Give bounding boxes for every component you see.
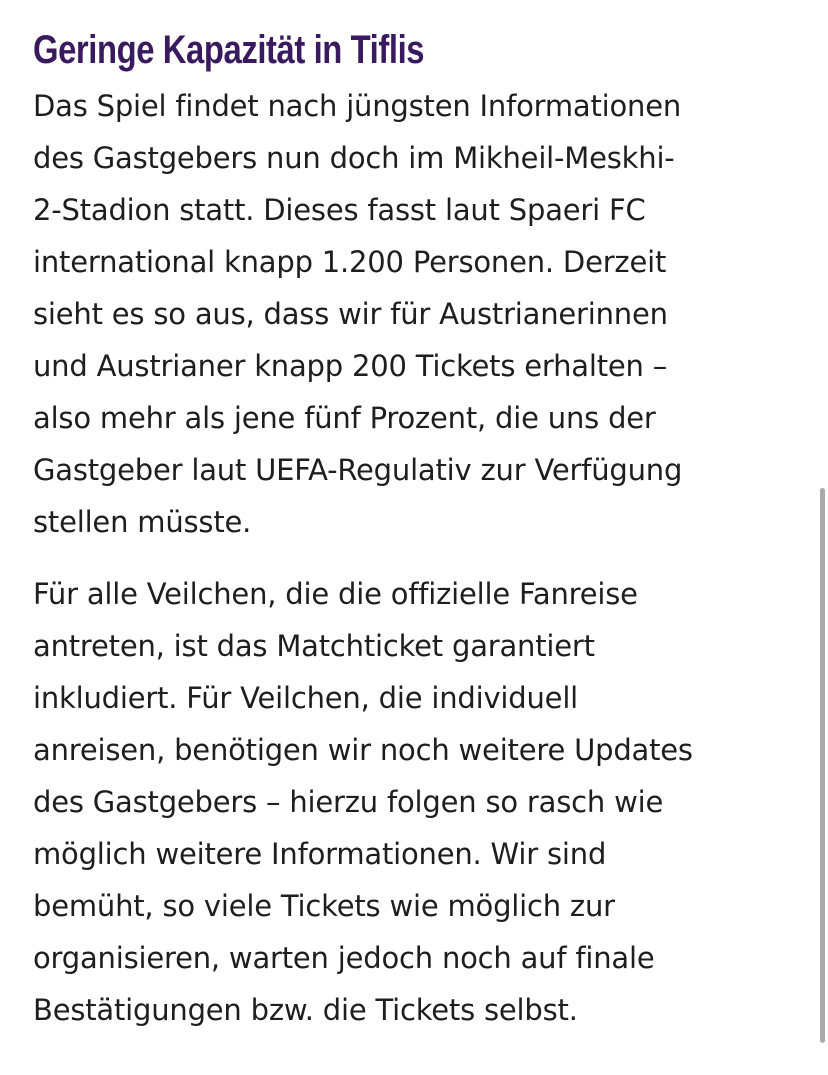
article-paragraph (33, 80, 793, 548)
paragraph-line: Gastgeber laut UEFA-Regulativ zur Verfügung (33, 453, 683, 487)
paragraph-line: antreten, ist das Matchticket garantiert (33, 629, 595, 663)
paragraph-line: organisieren, warten jedoch noch auf finale (33, 941, 655, 975)
paragraph-line: sieht es so aus, dass wir für Austrianerinnen (33, 297, 668, 331)
paragraph-line: Bestätigungen bzw. die Tickets selbst. (33, 993, 578, 1027)
paragraph-line: bemüht, so viele Tickets wie möglich zur (33, 889, 615, 923)
paragraph-line: Für alle Veilchen, die die offizielle Fanreise (33, 577, 638, 611)
paragraph-line: inkludiert. Für Veilchen, die individuell (33, 681, 579, 715)
paragraph-line: möglich weitere Informationen. Wir sind (33, 837, 607, 871)
article-body (33, 80, 793, 1036)
paragraph-line: anreisen, benötigen wir noch weitere Updates (33, 733, 693, 767)
paragraph-line: 2-Stadion statt. Dieses fasst laut Spaeri FC (33, 193, 646, 227)
paragraph-line: international knapp 1.200 Personen. Derzeit (33, 245, 667, 279)
paragraph-line: Das Spiel findet nach jüngsten Informationen (33, 89, 682, 123)
paragraph-line: des Gastgebers nun doch im Mikheil-Meskhi- (33, 141, 675, 175)
scrollbar[interactable] (820, 488, 825, 1043)
section-heading: Geringe Kapazität in Tiflis (33, 28, 425, 72)
article-paragraph (33, 568, 793, 1036)
paragraph-line: des Gastgebers – hierzu folgen so rasch wie (33, 785, 664, 819)
paragraph-line: stellen müsste. (33, 505, 252, 539)
article (33, 24, 793, 1056)
paragraph-line: also mehr als jene fünf Prozent, die uns der (33, 401, 656, 435)
paragraph-line: und Austrianer knapp 200 Tickets erhalten – (33, 349, 668, 383)
